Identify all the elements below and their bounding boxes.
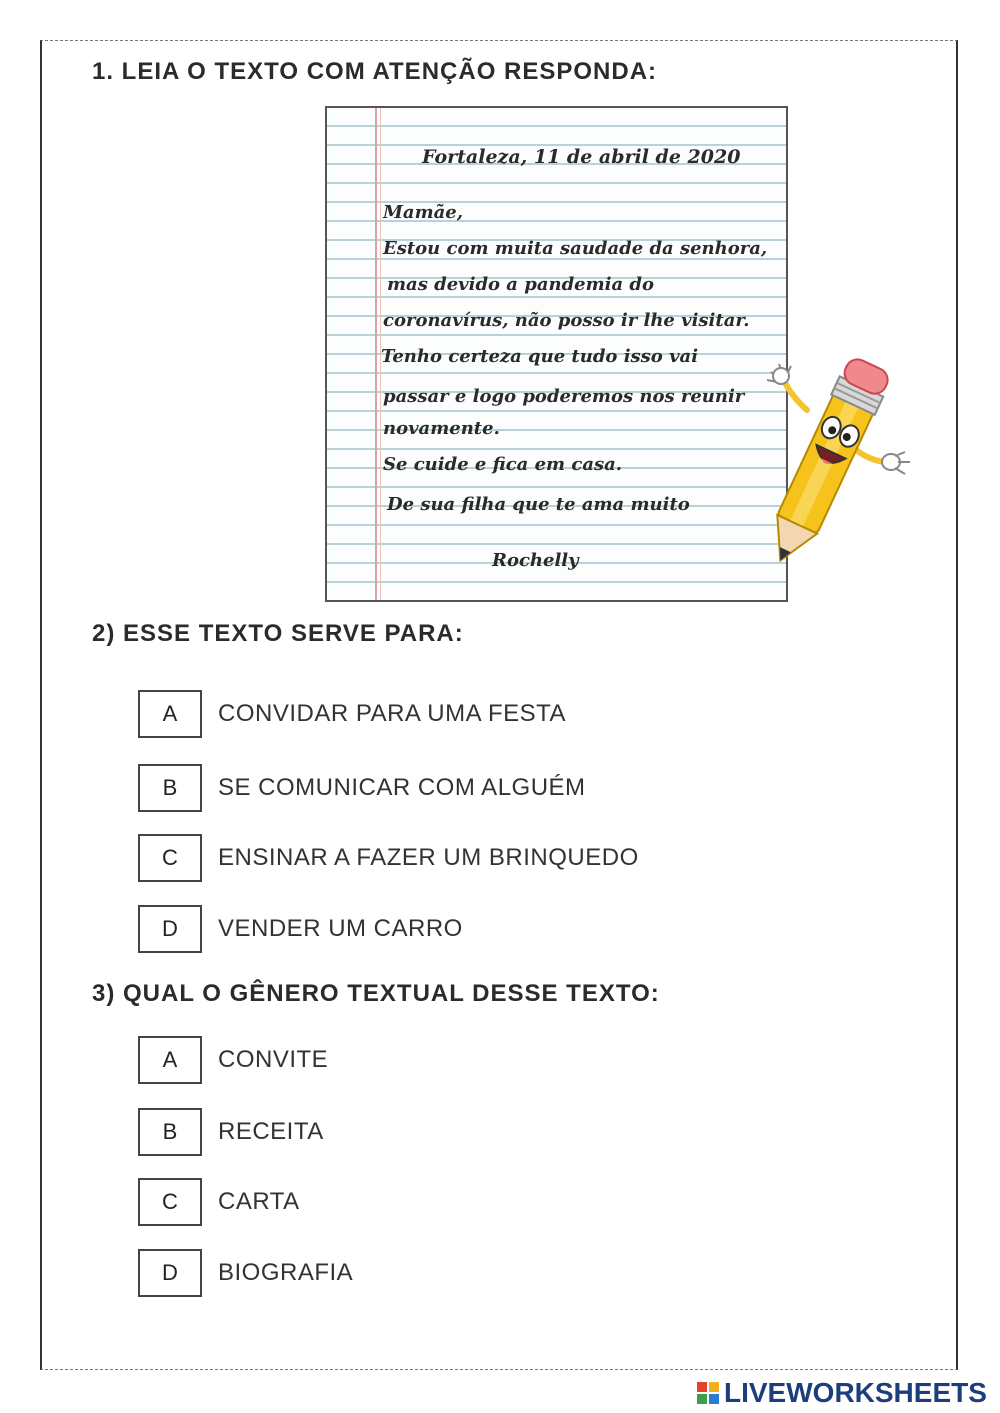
option-text: ENSINAR A FAZER UM BRINQUEDO [218,844,639,871]
option-letter-box[interactable]: D [138,905,202,953]
option-letter-box[interactable]: D [138,1249,202,1297]
letter-image [325,106,788,602]
option-letter-box[interactable]: A [138,690,202,738]
letter-signature: Rochelly [492,550,579,571]
option-text: BIOGRAFIA [218,1259,354,1286]
letter-salutation: Mamãe, [383,202,464,223]
logo-square [709,1382,719,1392]
letter-date: Fortaleza, 11 de abril de 2020 [422,146,741,168]
letter-line: De sua filha que te ama muito [387,494,690,515]
option-letter-box[interactable]: A [138,1036,202,1084]
brand-name: LIVEWORKSHEETS [724,1377,987,1408]
question-2-heading: 2) ESSE TEXTO SERVE PARA: [92,620,464,647]
question-3-heading: 3) QUAL O GÊNERO TEXTUAL DESSE TEXTO: [92,980,660,1007]
logo-square [709,1394,719,1404]
letter-line: passar e logo poderemos nos reunir [383,386,745,407]
question-1-heading: 1. LEIA O TEXTO COM ATENÇÃO RESPONDA: [92,58,658,85]
notebook-margin-line [375,108,377,600]
letter-line: Estou com muita saudade da senhora, [383,238,768,259]
option-letter-box[interactable]: B [138,764,202,812]
letter-line: Se cuide e fica em casa. [383,454,623,475]
option-letter-box[interactable]: C [138,834,202,882]
option-text: RECEITA [218,1118,324,1145]
option-text: CONVITE [218,1046,329,1073]
option-text: SE COMUNICAR COM ALGUÉM [218,774,586,801]
logo-square [697,1394,707,1404]
option-letter-box[interactable]: B [138,1108,202,1156]
liveworksheets-logo-icon [697,1382,719,1404]
letter-line: novamente. [383,418,500,439]
option-text: VENDER UM CARRO [218,915,463,942]
letter-line: coronavírus, não posso ir lhe visitar. [383,310,750,331]
letter-line: mas devido a pandemia do [387,274,655,295]
pencil-mascot-icon [735,350,915,580]
option-text: CARTA [218,1188,300,1215]
logo-square [697,1382,707,1392]
option-text: CONVIDAR PARA UMA FESTA [218,700,567,727]
letter-line: Tenho certeza que tudo isso vai [381,346,699,367]
option-letter-box[interactable]: C [138,1178,202,1226]
liveworksheets-logo[interactable] [697,1378,987,1408]
